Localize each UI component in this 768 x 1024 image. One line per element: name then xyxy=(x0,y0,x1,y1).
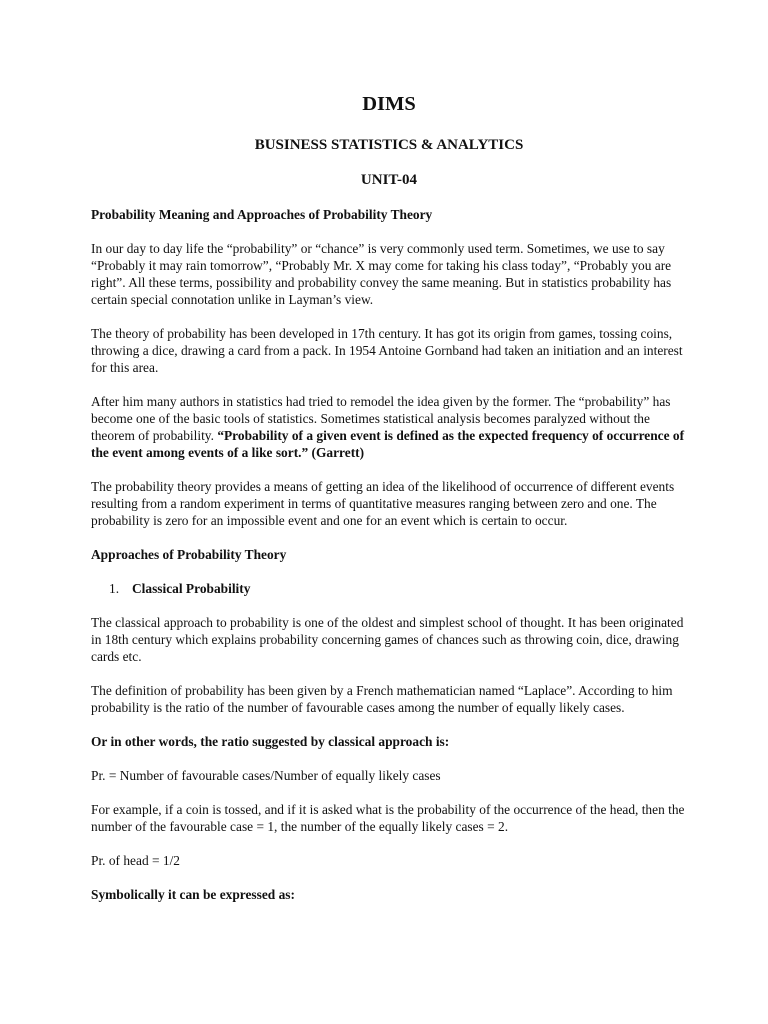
classical-ratio-statement: Or in other words, the ratio suggested by classical approach is: xyxy=(91,734,450,749)
document-content xyxy=(91,92,687,920)
list-item-label: Classical Probability xyxy=(132,581,251,596)
unit-label: UNIT-04 xyxy=(360,172,418,188)
approaches-heading: Approaches of Probability Theory xyxy=(91,547,287,562)
paragraph-probability-usage: In our day to day life the “probability” or “chance” is very commonly used term. Sometimes, we use to say “Probably it may rain tomorrow”, “Probably Mr. X may come for taking his class today”, “Probably you are right”. All these terms, possibility and probability convey the same meaning. But in statistics probability has certain special connotation unlike in Layman’s view. xyxy=(91,241,672,307)
paragraph-probability-history: The theory of probability has been developed in 17th century. It has got its origin from games, tossing coins, throwing a dice, drawing a card from a pack. In 1954 Antoine Gornband had taken an initiation and an interest for this area. xyxy=(91,326,683,375)
section-heading: Probability Meaning and Approaches of Probability Theory xyxy=(91,207,433,222)
document-subtitle: BUSINESS STATISTICS & ANALYTICS xyxy=(254,137,524,153)
paragraph-probability-theory: The probability theory provides a means of getting an idea of the likelihood of occurrence of different events resulting from a random experiment in terms of quantitative measures ranging between zero and one. The probability is zero for an impossible event and one for an event which is certain to occur. xyxy=(91,479,675,528)
document-title: DIMS xyxy=(362,93,416,115)
symbolic-heading: Symbolically it can be expressed as: xyxy=(91,887,295,902)
probability-formula: Pr. = Number of favourable cases/Number of equally likely cases xyxy=(91,768,441,783)
list-item-classical-probability xyxy=(91,580,687,597)
paragraph-probability-definition xyxy=(91,393,687,461)
list-item-number: 1. xyxy=(109,581,120,596)
definition-intro-text: After him many authors in statistics had tried to remodel the idea given by the former. The “probability” has become one of the basic tools of statistics. Sometimes statistical analysis becomes paralyzed without the theorem of probability. xyxy=(91,394,671,443)
paragraph-laplace-definition: The definition of probability has been given by a French mathematician named “Laplace”. According to him probability is the ratio of the number of favourable cases among the number of equally likely cases. xyxy=(91,683,673,715)
example-result: Pr. of head = 1/2 xyxy=(91,853,181,868)
definition-quote: “Probability of a given event is defined as the expected frequency of occurrence of the event among events of a like sort.” (Garrett) xyxy=(91,428,685,460)
paragraph-coin-example: For example, if a coin is tossed, and if it is asked what is the probability of the occurrence of the head, then the number of the favourable case = 1, the number of the equally likely cases = 2. xyxy=(91,802,685,834)
paragraph-classical-approach: The classical approach to probability is one of the oldest and simplest school of thought. It has been originated in 18th century which explains probability concerning games of chances such as throwing coin, dice, drawing cards etc. xyxy=(91,615,684,664)
